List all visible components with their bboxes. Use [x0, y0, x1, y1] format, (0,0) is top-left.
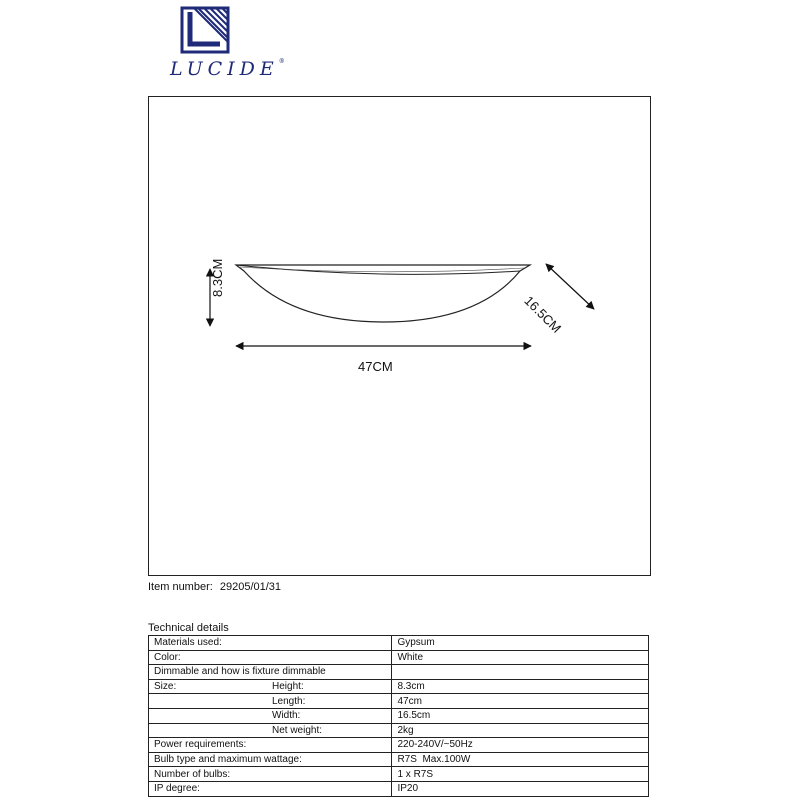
row-label — [149, 723, 392, 738]
row-value: White — [392, 650, 649, 665]
length-dimension-label: 47CM — [358, 359, 393, 374]
row-value: 8.3cm — [392, 679, 649, 694]
row-sublabel: Net weight: — [272, 724, 323, 736]
row-label — [149, 694, 392, 709]
row-label: Color: — [149, 650, 392, 665]
width-dimension-line — [546, 264, 594, 309]
row-sublabel: Width: — [272, 710, 301, 722]
table-row — [149, 708, 649, 723]
row-value: 220-240V/~50Hz — [392, 738, 649, 753]
row-sublabel: Length: — [272, 695, 306, 707]
table-row — [149, 694, 649, 709]
table-row — [149, 636, 649, 651]
row-label: Size: Height: — [149, 679, 392, 694]
technical-details-title: Technical details — [148, 622, 229, 634]
table-row — [149, 738, 649, 753]
item-number-label: Item number: — [148, 581, 213, 593]
table-row — [149, 650, 649, 665]
row-value: IP20 — [392, 781, 649, 796]
table-row — [149, 767, 649, 782]
row-sublabel: Height: — [272, 681, 304, 693]
row-value: 47cm — [392, 694, 649, 709]
bowl-outline — [236, 265, 530, 322]
row-label — [149, 708, 392, 723]
row-label: IP degree: — [149, 781, 392, 796]
row-value: R7S Max.100W — [392, 752, 649, 767]
row-label: Dimmable and how is fixture dimmable — [149, 665, 392, 680]
height-dimension-label: 8.3CM — [210, 258, 225, 297]
table-row — [149, 752, 649, 767]
item-number — [148, 581, 281, 593]
row-label: Materials used: — [149, 636, 392, 651]
row-value: 16.5cm — [392, 708, 649, 723]
row-label: Bulb type and maximum wattage: — [149, 752, 392, 767]
item-number-value: 29205/01/31 — [219, 581, 282, 593]
brand-name: LUCIDE — [170, 58, 279, 80]
row-label: Power requirements: — [149, 738, 392, 753]
row-value: Gypsum — [392, 636, 649, 651]
width-dimension-label: 16.5CM — [521, 293, 565, 336]
table-row — [149, 665, 649, 680]
row-value: 2kg — [392, 723, 649, 738]
row-value — [392, 665, 649, 680]
table-row — [149, 679, 649, 694]
technical-details-table — [148, 635, 649, 797]
table-row — [149, 781, 649, 796]
registered-mark: ® — [278, 58, 285, 65]
table-row — [149, 723, 649, 738]
row-label: Number of bulbs: — [149, 767, 392, 782]
row-value: 1 x R7S — [392, 767, 649, 782]
